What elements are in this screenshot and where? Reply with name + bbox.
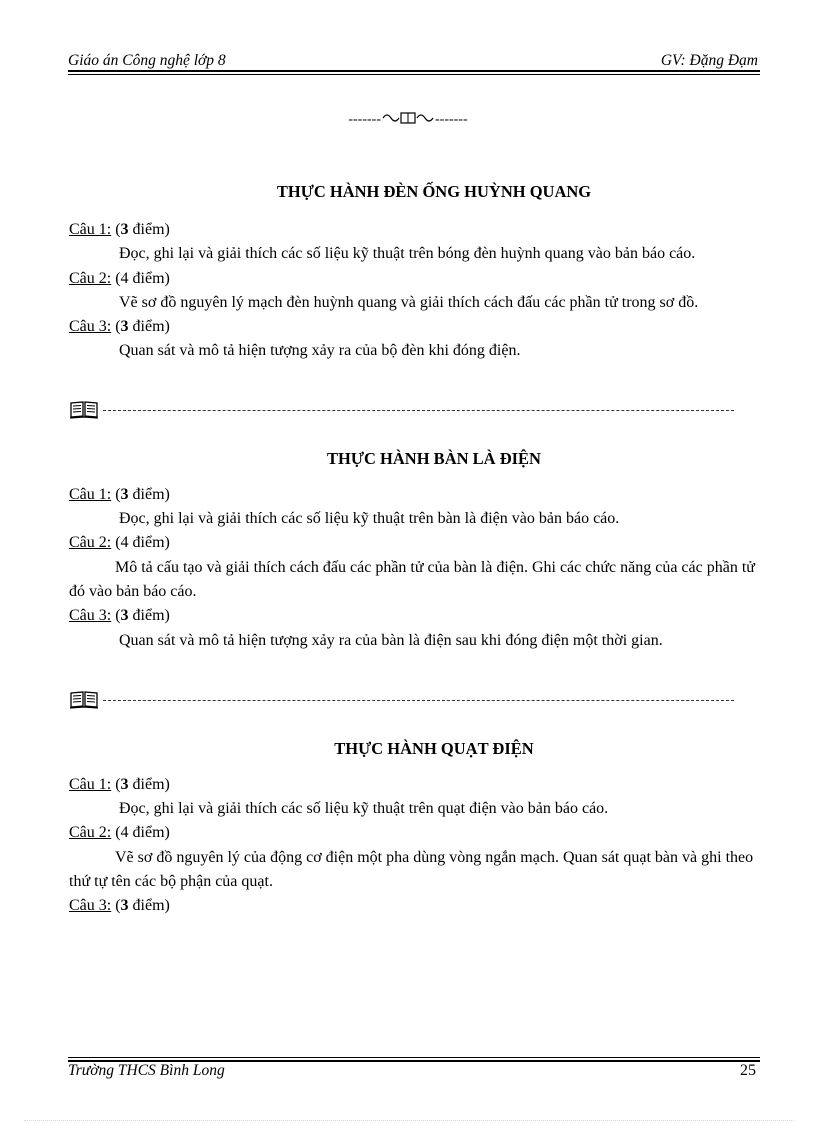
header-rule <box>68 70 760 72</box>
question-heading: Câu 1: (3 điểm) <box>69 221 170 238</box>
question-heading: Câu 2: (4 điểm) <box>69 534 170 552</box>
question-label: Câu 2: <box>69 269 112 287</box>
dashed-rule <box>103 410 734 411</box>
question-heading: Câu 1: (3 điểm) <box>69 485 170 503</box>
question-label: Câu 3: <box>69 318 112 336</box>
question-text: Vẽ sơ đồ nguyên lý của động cơ điện một pha dùng vòng ngắn mạch. Quan sát quạt bàn và ghi theo thứ tự tên các bộ phận của quạt. <box>69 848 754 891</box>
page-number: 25 <box>740 1062 756 1079</box>
page-header <box>68 52 760 72</box>
question-label: Câu 1: <box>69 485 112 503</box>
question-text: Đọc, ghi lại và giải thích các số liệu kỹ thuật trên quạt điện vào bản báo cáo. <box>119 800 609 818</box>
section-title: THỰC HÀNH BÀN LÀ ĐIỆN <box>327 448 541 468</box>
question-heading: Câu 3: (3 điểm) <box>69 318 170 336</box>
footer-rule-thin <box>68 1057 760 1058</box>
question-heading: Câu 3: (3 điểm) <box>69 607 170 625</box>
question-label: Câu 3: <box>69 897 112 915</box>
question-text: Mô tả cấu tạo và giải thích cách đấu các phần tử của bàn là điện. Ghi các chức năng của các phần tử đó vào bản báo cáo. <box>69 558 755 600</box>
question-heading: Câu 1: (3 điểm) <box>69 775 170 793</box>
question-label: Câu 1: <box>69 221 112 238</box>
question-heading: Câu 2: (4 điểm) <box>69 269 170 287</box>
ornament-divider: ------- ------- <box>348 112 468 127</box>
open-book-icon <box>69 399 99 419</box>
page-edge <box>24 1120 794 1121</box>
section-title: THỰC HÀNH QUẠT ĐIỆN <box>334 738 534 758</box>
question-text: Vẽ sơ đồ nguyên lý mạch đèn huỳnh quang và giải thích cách đấu các phần tử trong sơ đồ. <box>119 293 699 311</box>
ornament-icon <box>381 110 435 126</box>
footer-school-name: Trường THCS Bình Long <box>68 1062 225 1079</box>
question-heading: Câu 3: (3 điểm) <box>69 897 170 915</box>
section-separator <box>69 397 759 421</box>
question-text: Quan sát và mô tả hiện tượng xảy ra của bàn là điện sau khi đóng điện một thời gian. <box>119 631 663 649</box>
header-course-title: Giáo án Công nghệ lớp 8 <box>68 52 226 69</box>
dashed-rule <box>103 700 734 701</box>
question-heading: Câu 2: (4 điểm) <box>69 824 170 842</box>
exam-content <box>69 180 759 919</box>
section-title: THỰC HÀNH ĐÈN ỐNG HUỲNH QUANG <box>276 182 592 201</box>
open-book-icon <box>69 689 99 709</box>
question-text: Đọc, ghi lại và giải thích các số liệu kỹ thuật trên bóng đèn huỳnh quang vào bản báo cáo. <box>119 245 696 263</box>
question-text: Quan sát và mô tả hiện tượng xảy ra của bộ đèn khi đóng điện. <box>119 342 521 360</box>
section-separator <box>69 687 759 711</box>
question-label: Câu 2: <box>69 534 112 552</box>
header-rule-thin <box>68 74 760 75</box>
question-label: Câu 2: <box>69 824 112 842</box>
question-text: Đọc, ghi lại và giải thích các số liệu kỹ thuật trên bàn là điện vào bản báo cáo. <box>119 510 620 528</box>
header-teacher: GV: Đặng Đạm <box>660 52 758 69</box>
question-label: Câu 3: <box>69 607 112 625</box>
question-label: Câu 1: <box>69 775 112 793</box>
